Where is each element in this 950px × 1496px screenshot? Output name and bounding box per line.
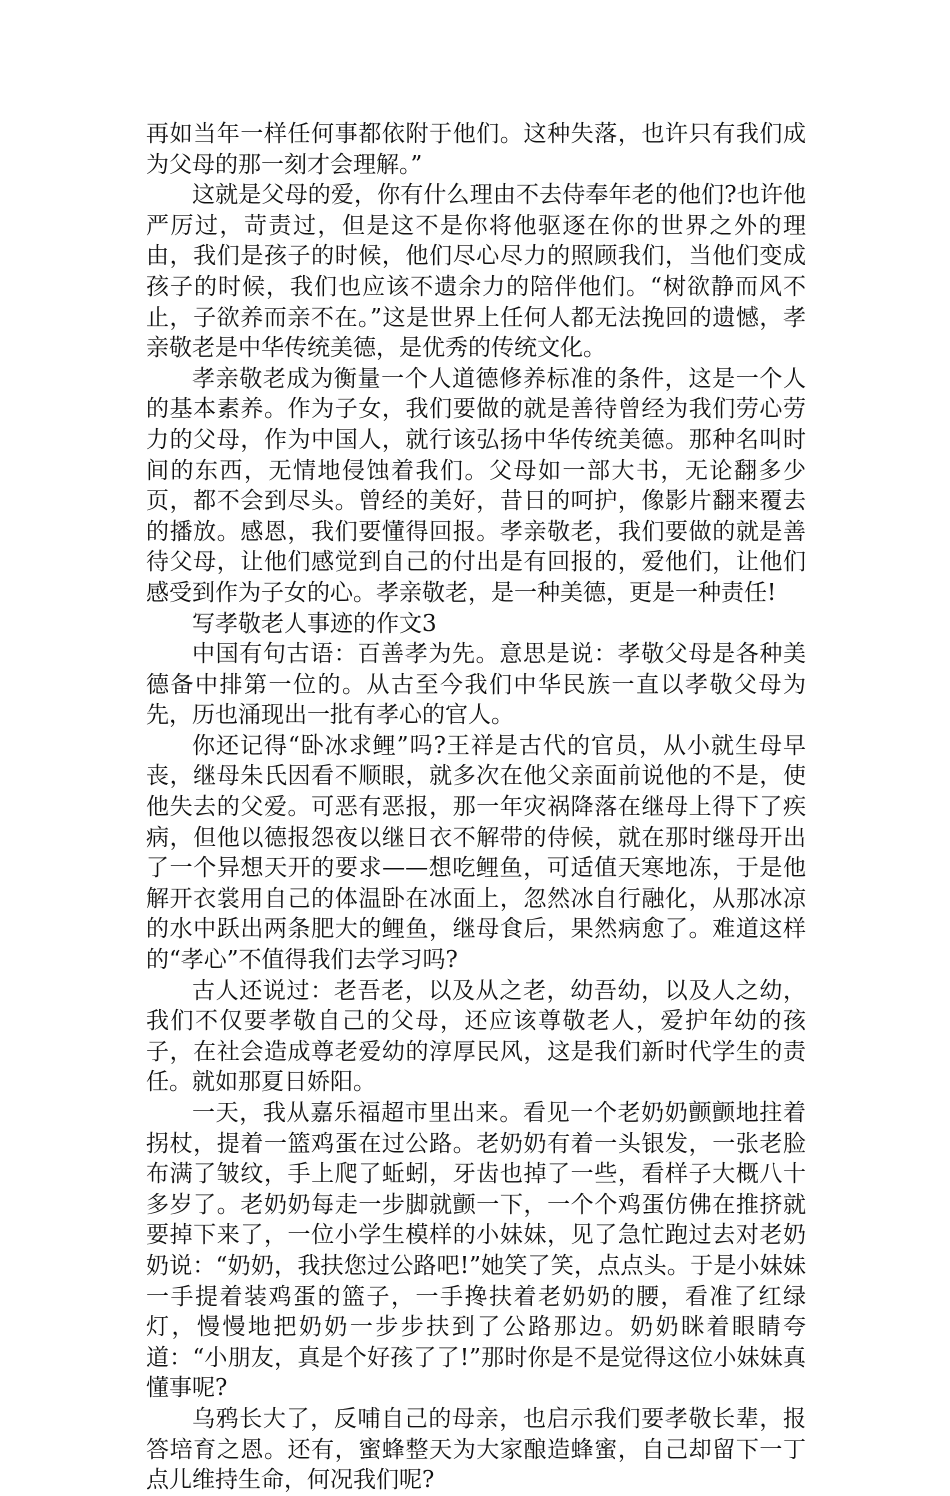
paragraph-2: 这就是父母的爱，你有什么理由不去侍奉年老的他们?也许他严厉过，苛责过，但是这不是你将他驱逐在你的世界之外的理由，我们是孩子的时候，他们尽心尽力的照顾我们，当他们变成孩子的时候，我们也应该不遗余力的陪伴他们。“树欲静而风不止，子欲养而亲不在。”这是世界上任何人都无法挽回的遗憾，孝亲敬老是中华传统美德，是优秀的传统文化。	[146, 182, 806, 362]
paragraph-7: 一天，我从嘉乐福超市里出来。看见一个老奶奶颤颤地拄着拐杖，提着一篮鸡蛋在过公路。老奶奶有着一头银发，一张老脸布满了皱纹，手上爬了蚯蚓，牙齿也掉了一些，看样子大概八十多岁了。老奶奶每走一步脚就颤一下，一个个鸡蛋仿佛在推挤就要掉下来了，一位小学生模样的小妹妹，见了急忙跑过去对老奶奶说：“奶奶，我扶您过公路吧!”她笑了笑，点点头。于是小妹妹一手提着装鸡蛋的篮子，一手搀扶着老奶奶的腰，看准了红绿灯，慢慢地把奶奶一步步扶到了公路那边。奶奶眯着眼睛夸道：“小朋友，真是个好孩了了!”那时你是不是觉得这位小妹妹真懂事呢?	[146, 1100, 806, 1402]
paragraph-1: 再如当年一样任何事都依附于他们。这种失落，也许只有我们成为父母的那一刻才会理解。”	[146, 121, 806, 178]
paragraph-4: 中国有句古语：百善孝为先。意思是说：孝敬父母是各种美德备中排第一位的。从古至今我们中华民族一直以孝敬父母为先，历也涌现出一批有孝心的官人。	[146, 641, 806, 729]
paragraph-5: 你还记得“卧冰求鲤”吗?王祥是古代的官员，从小就生母早丧，继母朱氏因看不顺眼，就多次在他父亲面前说他的不是，使他失去的父爱。可恶有恶报，那一年灾祸降落在继母上得下了疾病，但他以德报怨夜以继日衣不解带的侍候，就在那时继母开出了一个异想天开的要求——想吃鲤鱼，可适值天寒地冻，于是他解开衣裳用自己的体温卧在冰面上，忽然冰自行融化，从那冰凉的水中跃出两条肥大的鲤鱼，继母食后，果然病愈了。难道这样的“孝心”不值得我们去学习吗?	[146, 732, 806, 974]
document-page	[146, 119, 806, 1496]
section-heading: 写孝敬老人事迹的作文3	[192, 610, 437, 637]
paragraph-8: 乌鸦长大了，反哺自己的母亲，也启示我们要孝敬长辈，报答培育之恩。还有，蜜蜂整天为大家酿造蜂蜜，自己却留下一丁点儿维持生命，何况我们呢?	[146, 1405, 806, 1494]
paragraph-3: 孝亲敬老成为衡量一个人道德修养标准的条件，这是一个人的基本素养。作为子女，我们要做的就是善待曾经为我们劳心劳力的父母，作为中国人，就行该弘扬中华传统美德。那种名叫时间的东西，无情地侵蚀着我们。父母如一部大书，无论翻多少页，都不会到尽头。曾经的美好，昔日的呵护，像影片翻来覆去的播放。感恩，我们要懂得回报。孝亲敬老，我们要做的就是善待父母，让他们感觉到自己的付出是有回报的，爱他们，让他们感受到作为子女的心。孝亲敬老，是一种美德，更是一种责任!	[146, 365, 806, 606]
paragraph-6: 古人还说过：老吾老，以及从之老，幼吾幼，以及人之幼，我们不仅要孝敬自己的父母，还应该尊敬老人，爱护年幼的孩子，在社会造成尊老爱幼的淳厚民风，这是我们新时代学生的责任。就如那夏日娇阳。	[146, 977, 806, 1096]
